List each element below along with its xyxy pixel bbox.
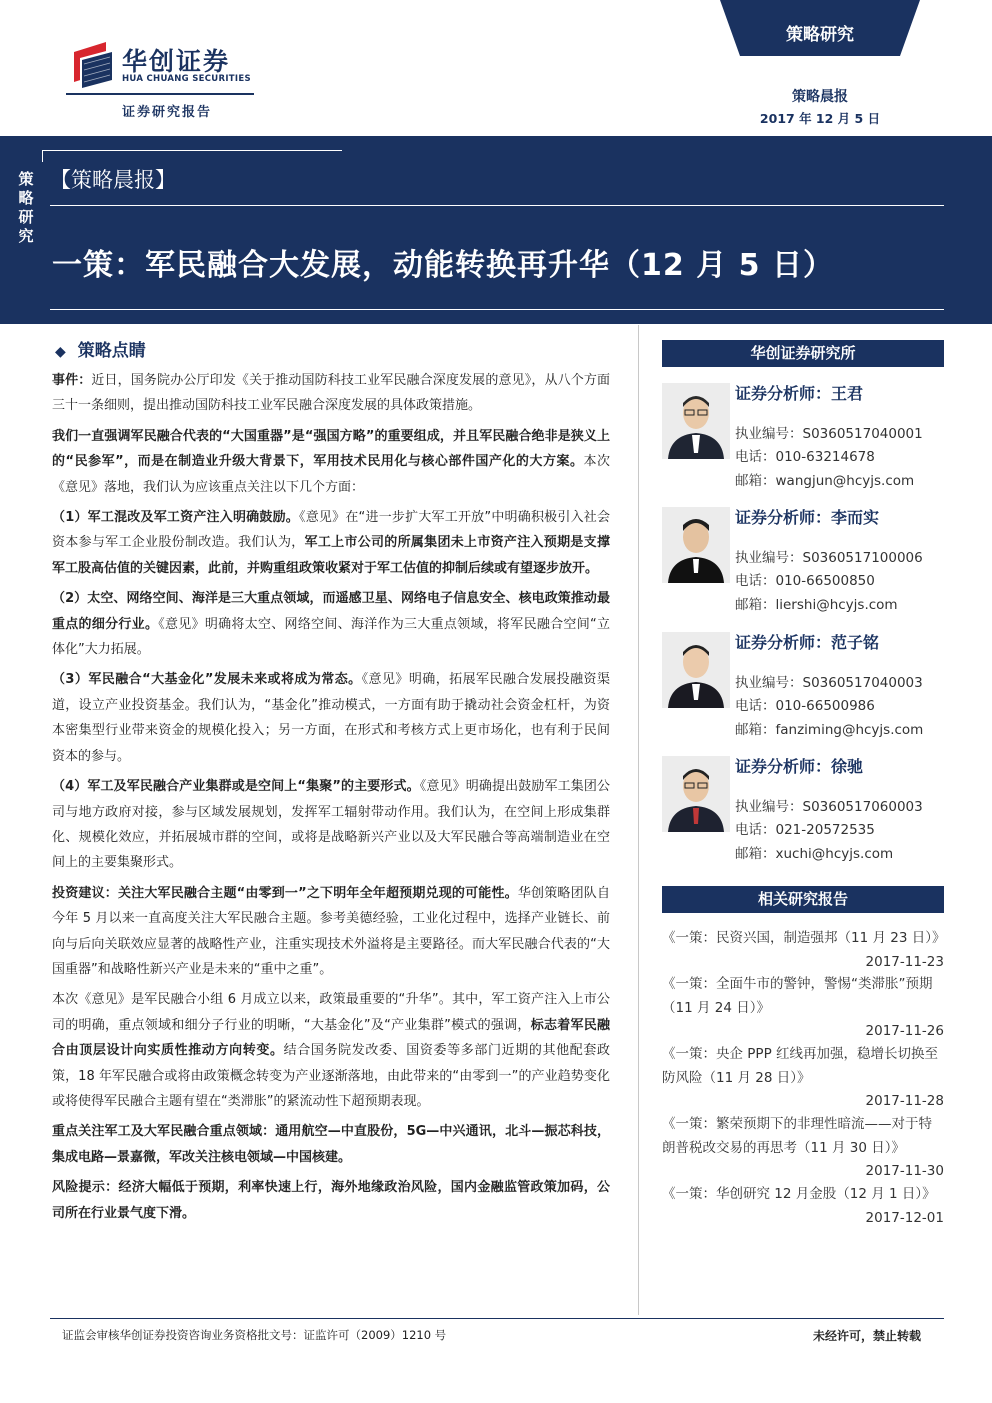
body-text: 《意见》明确将太空、网络空间、海洋作为三大重点领域，将军民融合空间“立体化”大力拓展。 (52, 616, 610, 658)
analyst-email[interactable]: 邮箱：xuchi@hcyjs.com (735, 846, 894, 862)
bold-text: 我们一直强调军民融合代表的“大国重器”是“强国方略”的重要组成，并且军民融合绝非是狭义上的“民参军”，而是在制造业升级大背景下，军用技术民用化与核心部件国产化的大方案。 (52, 428, 610, 470)
body-text: 《意见》明确提出鼓励军工集团公司与地方政府对接，参与区域发展规划，发挥军工辐射带动作用。我们认为，在空间上形成集群化、规模化效应，并拓展城市群的空间，或将是战略新兴产业以及大军民融合等高端制造业在空间上的主要集聚形式。 (52, 779, 610, 871)
analyst-name: 证券分析师：范子铭 (735, 633, 880, 652)
body-paragraph (52, 586, 610, 662)
report-date: 2017 年 12 月 5 日 (759, 111, 881, 126)
related-report-title: 《一策：央企 PPP 红线再加强，稳增长切换至防风险（11 月 28 日）》 (662, 1046, 939, 1086)
banner-bracket-tick (42, 150, 43, 162)
related-reports-header: 相关研究报告 (662, 886, 944, 913)
related-report-date: 2017-11-26 (865, 1023, 944, 1039)
body-paragraph (52, 368, 610, 419)
related-report-item[interactable] (662, 927, 944, 974)
footer-license: 证监会审核华创证券投资咨询业务资格批文号：证监许可（2009）1210 号 (62, 1328, 447, 1342)
company-name-en: HUA CHUANG SECURITIES (122, 74, 251, 84)
body-text: 华创策略团队自今年 5 月以来一直高度关注大军民融合主题。参考美德经验，工业化过程中，选择产业链长、前向与后向关联效应显著的战略性产业，注重实现技术外溢将是主要路径。而大军民融合代表的“大国重器”和战略性新兴产业是未来的“重中之重”。 (52, 885, 610, 977)
related-report-date: 2017-11-23 (865, 953, 944, 970)
body-paragraph (52, 667, 610, 769)
diamond-bullet-icon: ◆ (55, 344, 66, 360)
analyst-name: 证券分析师：李而实 (735, 508, 880, 527)
related-report-date: 2017-11-28 (865, 1093, 944, 1109)
bold-text: （4）军工及军民融合产业集群或是空间上“集聚”的主要形式。 (52, 779, 420, 795)
bold-text: 事件： (52, 373, 92, 388)
analyst-phone: 电话：021-20572535 (735, 822, 875, 838)
analyst-phone: 电话：010-66500986 (735, 698, 875, 714)
analyst-phone: 电话：010-66500850 (735, 573, 875, 589)
bold-text: 重点关注军工及大军民融合重点领域：通用航空—中直股份，5G—中兴通讯，北斗—振芯科技，集成电路—景嘉微，军改关注核电领域—中国核建。 (52, 1124, 610, 1165)
banner-bracket-line (42, 150, 342, 151)
column-divider (638, 325, 639, 1315)
bold-text: （1）军工混改及军工资产注入明确鼓励。 (52, 510, 300, 526)
body-text: 《意见》明确，拓展军民融合发展投融资渠道，设立产业投资基金。我们认为，“基金化”推动模式，一方面有助于撬动社会资金杠杆，为资本密集型行业带来资金的规模化投入；另一方面，在形式和考核方式上更市场化，也有利于民间资本的参与。 (52, 672, 610, 764)
bold-text: （3）军民融合“大基金化”发展未来或将成为常态。 (52, 672, 362, 688)
analyst-email[interactable]: 邮箱：liershi@hcyjs.com (735, 597, 898, 613)
body-paragraph (52, 1175, 610, 1226)
vertical-side-label: 策略研究 (18, 170, 34, 245)
body-text: 本次《意见》是军民融合小组 6 月成立以来，政策最重要的“升华”。其中，军工资产注入上市公司的明确，重点领域和细分子行业的明晰，“大基金化”及“产业集群”模式的强调， (52, 992, 610, 1033)
logo-divider (66, 93, 254, 95)
bold-text: 标志着军民融合由顶层设计向实质性推动方向转变。 (52, 1017, 610, 1059)
analyst-cert: 执业编号：S0360517040001 (735, 426, 923, 442)
analyst-photo (662, 507, 730, 583)
related-report-item[interactable] (662, 1113, 944, 1184)
related-report-item[interactable] (662, 1183, 944, 1230)
analyst-name: 证券分析师：徐驰 (735, 757, 864, 776)
header-subtitle: 策略晨报 (792, 89, 848, 105)
body-paragraph (52, 774, 610, 876)
analyst-card (662, 756, 952, 874)
report-type: 证券研究报告 (122, 105, 213, 120)
related-report-title: 《一策：民资兴国，制造强邦（11 月 23 日）》 (662, 930, 946, 946)
footer-copyright: 未经许可，禁止转载 (812, 1329, 921, 1343)
body-text: 《意见》在“进一步扩大军工开放”中明确积极引入社会资本参与军工企业股份制改造。我们认为， (52, 510, 610, 551)
bold-text: （2）太空、网络空间、海洋是三大重点领域，而遥感卫星、网络电子信息安全、核电政策推动最重点的细分行业。 (52, 591, 610, 632)
analyst-email[interactable]: 邮箱：wangjun@hcyjs.com (735, 473, 915, 489)
report-body (52, 368, 610, 1231)
company-logo-icon (66, 42, 116, 90)
analyst-name: 证券分析师：王君 (735, 384, 864, 403)
analyst-cert: 执业编号：S0360517040003 (735, 675, 923, 691)
related-report-title: 《一策：华创研究 12 月金股（12 月 1 日）》 (662, 1186, 936, 1202)
analyst-card (662, 507, 952, 625)
banner-rule-bottom (50, 309, 944, 310)
section-heading (55, 336, 146, 361)
analyst-phone: 电话：010-63214678 (735, 449, 875, 465)
related-report-title: 《一策：全面牛市的警钟，警惕“类滞胀”预期（11 月 24 日）》 (662, 976, 933, 1016)
analyst-card (662, 383, 952, 501)
analyst-photo (662, 632, 730, 708)
banner-rule-top (50, 205, 944, 206)
related-report-title: 《一策：繁荣预期下的非理性暗流——对于特朗普税改交易的再思考（11 月 30 日）》 (662, 1116, 932, 1156)
body-paragraph (52, 1119, 610, 1170)
company-name-cn: 华创证券 (122, 47, 231, 76)
footer-rule (50, 1318, 944, 1319)
analyst-card (662, 632, 952, 750)
analyst-cert: 执业编号：S0360517060003 (735, 799, 923, 815)
institute-header: 华创证券研究所 (662, 340, 944, 367)
body-paragraph (52, 505, 610, 581)
banner-tag: 【策略晨报】 (50, 168, 176, 192)
related-report-date: 2017-12-01 (865, 1209, 944, 1226)
analyst-cert: 执业编号：S0360517100006 (735, 550, 923, 566)
body-paragraph (52, 424, 610, 500)
body-paragraph (52, 881, 610, 983)
report-title: 一策：军民融合大发展，动能转换再升华（12 月 5 日） (52, 248, 834, 283)
body-text: 近日，国务院办公厅印发《关于推动国防科技工业军民融合深度发展的意见》，从八个方面三十一条细则，提出推动国防科技工业军民融合深度发展的具体政策措施。 (52, 373, 610, 414)
body-paragraph (52, 987, 610, 1114)
bold-text: 投资建议：关注大军民融合主题“由零到一”之下明年全年超预期兑现的可能性。 (52, 885, 518, 901)
header-tab-label: 策略研究 (786, 25, 854, 45)
bold-text: 军工上市公司的所属集团未上市资产注入预期是支撑军工股高估值的关键因素，此前，并购重组政策收紧对于军工估值的抑制后续或有望逐步放开。 (52, 535, 610, 576)
analyst-email[interactable]: 邮箱：fanziming@hcyjs.com (735, 722, 924, 738)
body-text: 本次《意见》落地，我们认为应该重点关注以下几个方面： (52, 454, 610, 495)
bold-text: 风险提示：经济大幅低于预期，利率快速上行，海外地缘政治风险，国内金融监管政策加码，公司所在行业景气度下滑。 (52, 1180, 610, 1221)
related-report-date: 2017-11-30 (865, 1163, 944, 1179)
analyst-photo (662, 756, 730, 832)
body-text: 结合国务院发改委、国资委等多部门近期的其他配套政策，18 年军民融合或将由政策概念转变为产业逐渐落地，由此带来的“由零到一”的产业趋势变化或将使得军民融合主题有望在“类滞胀”的紧流动性下超预期表现。 (52, 1043, 610, 1109)
section-heading-text: 策略点睛 (77, 341, 146, 361)
related-report-item[interactable] (662, 973, 944, 1044)
related-report-item[interactable] (662, 1043, 944, 1114)
analyst-photo (662, 383, 730, 459)
